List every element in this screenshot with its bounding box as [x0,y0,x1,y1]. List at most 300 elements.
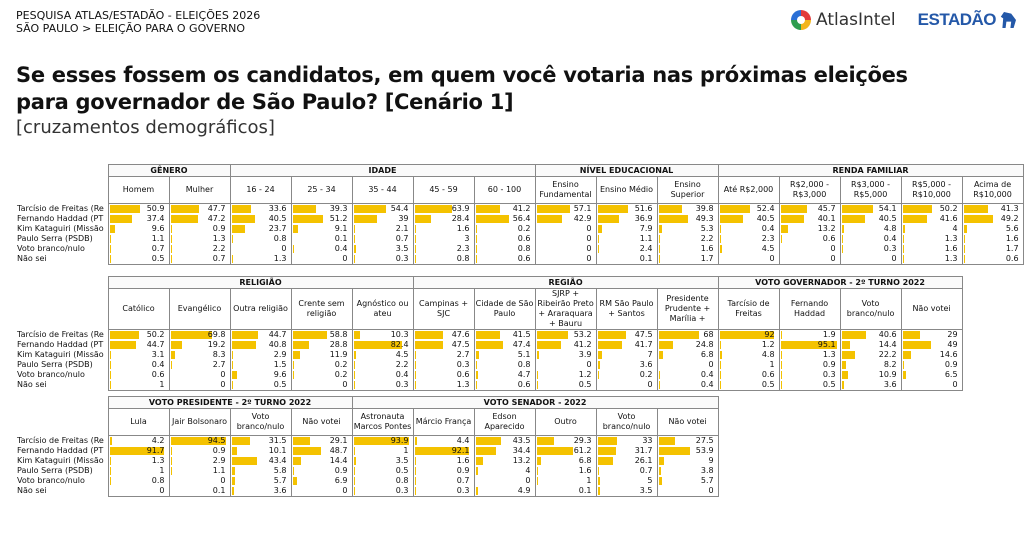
value-label: 0.8 [273,234,287,243]
value-label: 58.8 [329,330,348,339]
data-cell [169,456,230,466]
value-label: 5.8 [273,466,287,475]
value-label: 0.5 [761,380,775,389]
value-label: 0.1 [212,486,226,495]
data-cell [108,244,169,254]
data-cell [291,244,352,254]
value-label: 47.2 [207,214,226,223]
data-cell [413,360,474,370]
data-cell [108,380,169,391]
value-label: 69.8 [207,330,226,339]
row-label: Não sei [17,380,47,390]
value-label: 28.8 [329,340,348,349]
group-header: REGIÃO [413,277,718,289]
data-cell [535,254,596,265]
data-cell [352,476,413,486]
value-label: 0.5 [822,380,836,389]
table-row [16,244,1023,254]
data-cell [230,360,291,370]
value-label: 4.9 [517,486,531,495]
data-cell [657,486,718,497]
value-label: 0 [220,380,226,389]
value-label: 39.3 [329,204,348,213]
value-label: 1 [403,446,409,455]
row-label: Voto branco/nulo [17,476,85,485]
value-label: 11.9 [329,350,348,359]
data-cell [169,436,230,447]
value-label: 1.1 [212,466,226,475]
data-cell [169,224,230,234]
value-label: 0.2 [517,224,531,233]
value-label: 93.9 [390,436,409,445]
data-cell [169,340,230,350]
value-label: 47.4 [512,340,531,349]
data-cell [718,330,779,341]
data-cell [413,350,474,360]
value-label: 8.2 [883,360,897,369]
value-label: 9.6 [273,370,287,379]
data-cell [474,204,535,215]
value-label: 0 [769,254,775,263]
value-label: 47.5 [634,330,653,339]
data-cell [657,204,718,215]
corner-cell [16,409,108,436]
data-cell [535,360,596,370]
data-cell [230,340,291,350]
data-cell [718,204,779,215]
column-header: Voto branco/nulo [840,289,901,330]
column-header: Ensino Médio [596,177,657,204]
value-label: 5.6 [1005,224,1019,233]
value-label: 52.4 [756,204,775,213]
value-label: 63.9 [451,204,470,213]
value-label: 3.5 [639,486,653,495]
value-label: 6.5 [944,370,958,379]
value-label: 2.9 [273,350,287,359]
data-cell [108,254,169,265]
data-cell [962,254,1023,265]
value-label: 1.2 [578,370,592,379]
data-cell [840,234,901,244]
data-cell [535,224,596,234]
data-cell [596,350,657,360]
value-label: 4.2 [151,436,165,445]
value-label: 1.3 [822,350,836,359]
value-label: 13.2 [512,456,531,465]
value-label: 47.7 [207,204,226,213]
column-header: Católico [108,289,169,330]
value-label: 54.1 [878,204,897,213]
value-label: 37.4 [146,214,165,223]
data-cell [535,370,596,380]
data-cell [169,466,230,476]
data-cell [779,244,840,254]
chart-title: Se esses fossem os candidatos, em quem você votaria nas próximas eleições para governador de São Paulo? [Cenário 1] [16,63,908,114]
group-header: VOTO PRESIDENTE - 2º TURNO 2022 [108,397,352,409]
value-label: 0.9 [212,224,226,233]
value-label: 0.3 [883,244,897,253]
table-row [16,446,718,456]
table-row [16,456,718,466]
data-cell [230,254,291,265]
chart-subtitle: [cruzamentos demográficos] [16,117,275,138]
value-label: 0.6 [151,370,165,379]
value-label: 27.5 [695,436,714,445]
column-header: Agnóstico ou ateu [352,289,413,330]
row-label: Kim Kataguiri (Missão [17,350,104,359]
data-cell [291,350,352,360]
value-label: 4.4 [456,436,470,445]
value-label: 48.7 [329,446,348,455]
data-cell [962,224,1023,234]
data-cell [474,446,535,456]
data-cell [596,456,657,466]
column-header: Voto branco/nulo [596,409,657,436]
value-label: 1.1 [151,234,165,243]
value-label: 0.2 [639,370,653,379]
data-cell [108,330,169,341]
data-cell [840,380,901,391]
data-cell [474,486,535,497]
value-label: 19.2 [207,340,226,349]
data-cell [291,330,352,341]
data-cell [108,446,169,456]
data-cell [230,234,291,244]
data-cell [657,350,718,360]
value-label: 41.7 [634,340,653,349]
value-label: 0.7 [395,234,409,243]
table-row [16,370,962,380]
value-label: 40.8 [268,340,287,349]
value-label: 0.6 [1005,254,1019,263]
data-cell [596,370,657,380]
data-cell [230,244,291,254]
group-header: RENDA FAMILIAR [718,165,1023,177]
data-cell [657,214,718,224]
data-cell [901,380,962,391]
value-label: 0.4 [700,380,714,389]
value-label: 0 [586,254,592,263]
value-label: 29.1 [329,436,348,445]
table-row [16,340,962,350]
value-label: 92 [764,330,775,339]
data-cell [779,204,840,215]
value-label: 0 [586,224,592,233]
value-label: 1.5 [273,360,287,369]
data-cell [291,486,352,497]
data-cell [413,456,474,466]
value-label: 23.7 [268,224,287,233]
column-header: R$2,000 - R$3,000 [779,177,840,204]
value-label: 7.9 [639,224,653,233]
data-cell [962,234,1023,244]
value-label: 0.8 [517,360,531,369]
data-cell [901,254,962,265]
column-header: Cidade de São Paulo [474,289,535,330]
data-cell [230,330,291,341]
data-cell [291,204,352,215]
data-cell [108,476,169,486]
column-header: Mulher [169,177,230,204]
data-cell [962,204,1023,215]
data-cell [413,224,474,234]
value-label: 4 [952,224,958,233]
data-cell [840,350,901,360]
column-header: 60 - 100 [474,177,535,204]
data-cell [657,466,718,476]
data-cell [230,446,291,456]
data-cell [596,436,657,447]
table-demographics-3 [16,396,719,497]
value-label: 3.5 [395,244,409,253]
value-label: 5.1 [517,350,531,359]
value-label: 0.5 [273,380,287,389]
data-cell [840,360,901,370]
data-cell [169,330,230,341]
value-label: 24.8 [695,340,714,349]
data-cell [718,360,779,370]
value-label: 53.9 [695,446,714,455]
value-label: 2.1 [395,224,409,233]
value-label: 0 [830,244,836,253]
value-label: 34.4 [512,446,531,455]
column-header: Até R$2,000 [718,177,779,204]
value-label: 3.6 [883,380,897,389]
column-header: Outro [535,409,596,436]
value-label: 5 [647,476,653,485]
data-cell [596,214,657,224]
data-cell [413,466,474,476]
data-cell [779,350,840,360]
value-label: 68 [703,330,714,339]
data-cell [657,370,718,380]
column-header: SJRP + Ribeirão Preto + Araraquara + Bauru [535,289,596,330]
table-row [16,466,718,476]
value-label: 2.3 [456,244,470,253]
data-cell [901,204,962,215]
value-label: 0.8 [456,254,470,263]
value-label: 1.6 [1005,234,1019,243]
value-label: 2.2 [700,234,714,243]
value-label: 3.9 [578,350,592,359]
data-cell [169,204,230,215]
value-label: 1.6 [456,224,470,233]
value-label: 3.6 [273,486,287,495]
data-cell [108,204,169,215]
table-row [16,330,962,341]
value-label: 0 [647,380,653,389]
value-label: 2.4 [639,244,653,253]
data-cell [413,436,474,447]
data-cell [291,214,352,224]
value-label: 6.8 [578,456,592,465]
column-header: Não votei [901,289,962,330]
value-label: 6.9 [334,476,348,485]
data-cell [230,370,291,380]
value-label: 31.7 [634,446,653,455]
value-label: 13.2 [817,224,836,233]
data-cell [840,244,901,254]
data-cell [779,254,840,265]
value-label: 53.2 [573,330,592,339]
column-header: Márcio França [413,409,474,436]
value-label: 1.6 [456,456,470,465]
data-cell [413,380,474,391]
data-cell [352,234,413,244]
value-label: 2.7 [212,360,226,369]
data-cell [413,476,474,486]
row-label: Não sei [17,254,47,264]
value-label: 41.5 [512,330,531,339]
data-cell [718,380,779,391]
data-cell [169,350,230,360]
data-cell [901,244,962,254]
value-label: 0.1 [639,254,653,263]
value-label: 0.4 [151,360,165,369]
data-cell [474,380,535,391]
value-label: 3.6 [639,360,653,369]
column-header: 45 - 59 [413,177,474,204]
value-label: 0 [586,234,592,243]
value-label: 28.4 [451,214,470,223]
table-row [16,204,1023,215]
value-label: 39 [398,214,409,223]
value-label: 1.3 [212,234,226,243]
value-label: 49.3 [695,214,714,223]
value-label: 0.9 [212,446,226,455]
data-cell [291,254,352,265]
data-cell [230,224,291,234]
value-label: 0 [220,370,226,379]
value-label: 0.4 [761,224,775,233]
column-header: 16 - 24 [230,177,291,204]
data-cell [291,456,352,466]
data-cell [474,224,535,234]
data-cell [596,446,657,456]
value-label: 0.4 [334,244,348,253]
data-cell [291,370,352,380]
value-label: 1.6 [944,244,958,253]
table-row [16,486,718,497]
data-cell [596,330,657,341]
data-cell [596,380,657,391]
corner-cell [16,289,108,330]
data-cell [779,340,840,350]
value-label: 2.7 [456,350,470,359]
data-cell [474,234,535,244]
data-cell [474,436,535,447]
data-cell [352,380,413,391]
value-label: 61.2 [573,446,592,455]
value-label: 41.6 [939,214,958,223]
data-cell [657,476,718,486]
value-label: 9.6 [151,224,165,233]
data-cell [718,340,779,350]
value-label: 1.3 [151,456,165,465]
column-header: 35 - 44 [352,177,413,204]
row-label: Voto branco/nulo [17,244,85,253]
data-cell [108,436,169,447]
data-cell [413,370,474,380]
value-label: 0 [830,254,836,263]
group-header: IDADE [230,165,535,177]
data-cell [108,340,169,350]
crosstab-table [16,276,963,391]
atlas-circle-icon [791,10,811,30]
data-cell [718,244,779,254]
column-header: RM São Paulo + Santos [596,289,657,330]
data-cell [352,466,413,476]
data-cell [413,340,474,350]
data-cell [108,466,169,476]
table-row [16,234,1023,244]
column-header: Fernando Haddad [779,289,840,330]
data-cell [474,370,535,380]
column-header: Homem [108,177,169,204]
data-cell [474,466,535,476]
data-cell [779,330,840,341]
value-label: 49 [947,340,958,349]
value-label: 4.8 [883,224,897,233]
column-header: Outra religião [230,289,291,330]
data-cell [474,476,535,486]
value-label: 40.1 [817,214,836,223]
data-cell [474,254,535,265]
value-label: 0 [281,244,287,253]
data-cell [169,370,230,380]
estadao-logo [918,10,1016,30]
data-cell [169,476,230,486]
data-cell [840,370,901,380]
row-label: Kim Kataguiri (Missão [17,224,104,233]
data-cell [230,456,291,466]
value-label: 0.9 [822,360,836,369]
value-label: 56.4 [512,214,531,223]
value-label: 1.6 [700,244,714,253]
value-label: 0.8 [151,476,165,485]
value-label: 10.1 [268,446,287,455]
group-header: RELIGIÃO [108,277,413,289]
value-label: 91.7 [146,446,165,455]
data-cell [718,350,779,360]
data-cell [779,370,840,380]
data-cell [230,214,291,224]
data-cell [169,254,230,265]
value-label: 1.2 [761,340,775,349]
value-label: 3 [464,234,470,243]
data-cell [108,456,169,466]
data-cell [657,330,718,341]
column-header: Acima de R$10,000 [962,177,1023,204]
data-cell [230,486,291,497]
table-row [16,350,962,360]
table-row [16,360,962,370]
row-label: Kim Kataguiri (Missão [17,456,104,465]
data-cell [352,436,413,447]
value-label: 8.3 [212,350,226,359]
corner-cell [16,277,108,289]
data-cell [535,234,596,244]
table-row [16,436,718,447]
value-label: 54.4 [390,204,409,213]
data-cell [901,340,962,350]
row-label: Tarcísio de Freitas (Re [17,329,104,339]
value-label: 0.3 [395,380,409,389]
value-label: 3.1 [151,350,165,359]
data-cell [779,234,840,244]
value-label: 0.8 [395,476,409,485]
value-label: 43.5 [512,436,531,445]
